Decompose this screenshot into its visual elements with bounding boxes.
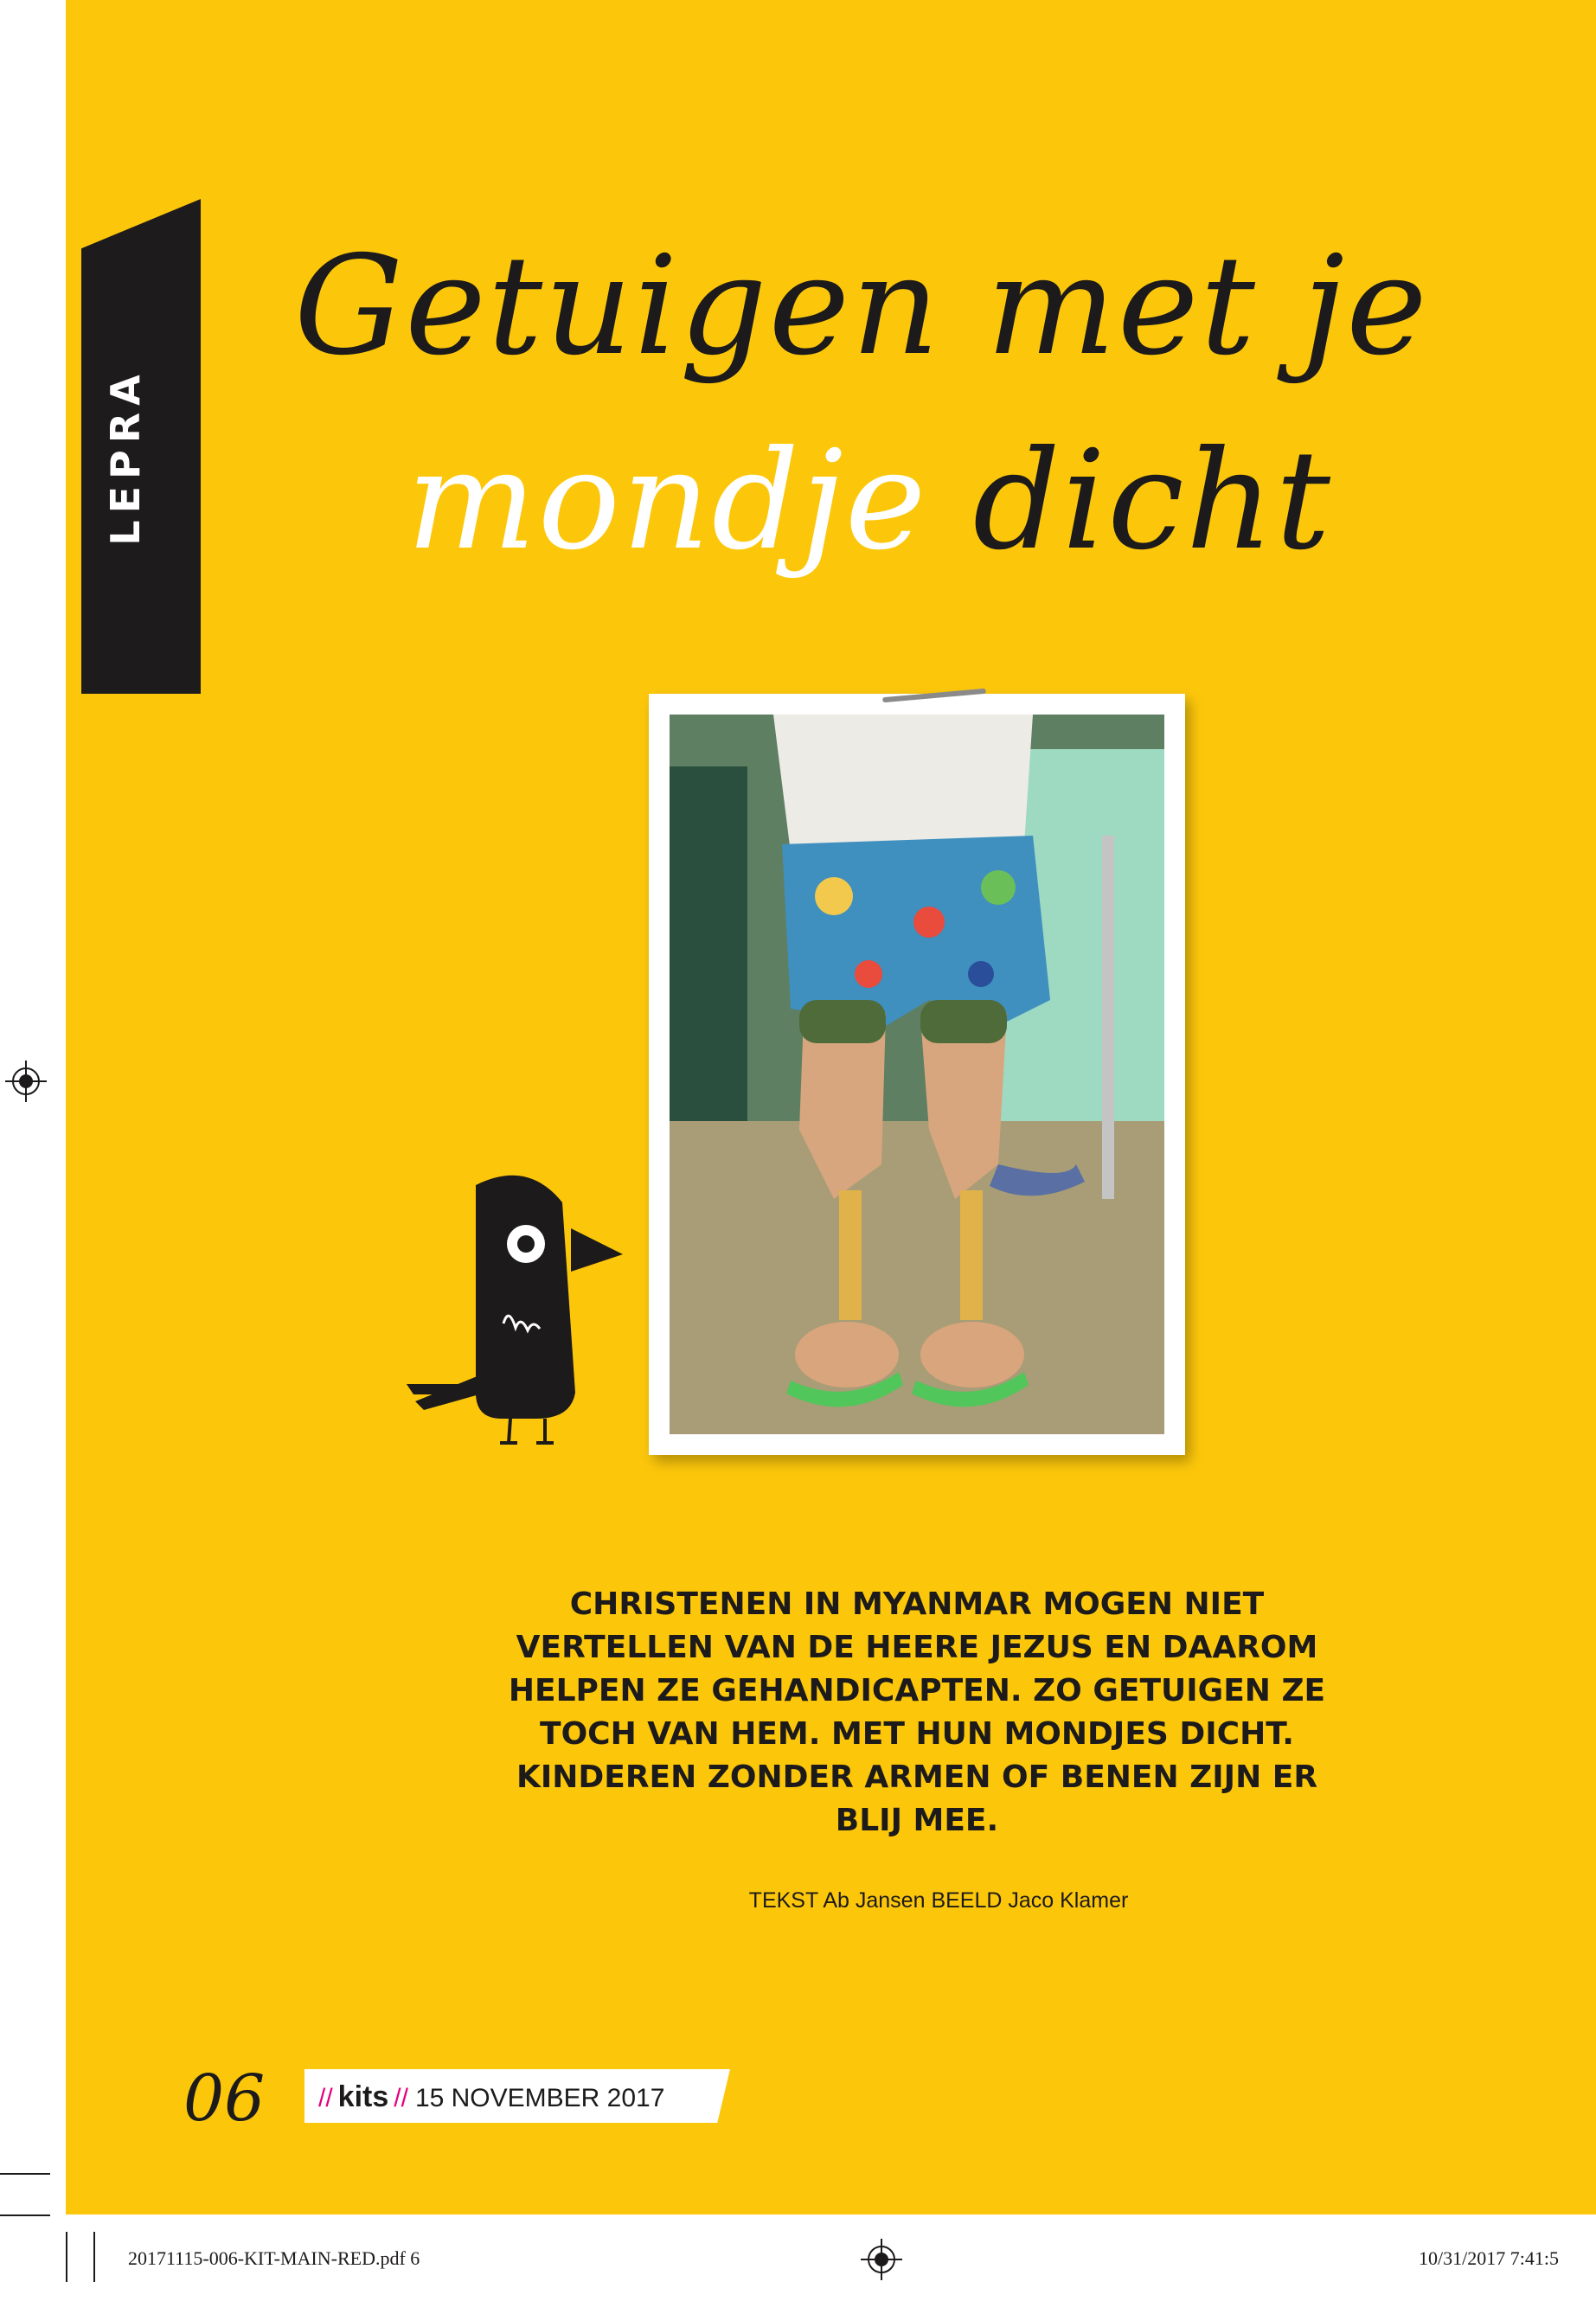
print-slug-filename: 20171115-006-KIT-MAIN-RED.pdf 6: [128, 2247, 420, 2269]
section-tab-label: LEPRA: [102, 368, 149, 546]
headline-line-2: [407, 421, 1332, 580]
footer-separator: //: [318, 2084, 333, 2112]
prosthetic-legs-photo: [670, 715, 1164, 1434]
crop-mark: [93, 2232, 95, 2282]
headline-word-black: dicht: [927, 421, 1332, 580]
crop-mark: [66, 2232, 67, 2282]
intro-paragraph: CHRISTENEN IN MYANMAR MOGEN NIET VERTELLEN VAN DE HEERE JEZUS EN DAAROM HELPEN ZE GEHANDICAPTEN. ZO GETUIGEN ZE TOCH VAN HEM. MET HUN MONDJES DICHT. KINDEREN ZONDER ARMEN OF BENEN ZIJN ER BLIJ MEE.: [508, 1586, 1326, 1838]
print-slug-timestamp: 10/31/2017 7:41:5: [1419, 2247, 1559, 2269]
magazine-name: kits: [337, 2080, 389, 2113]
credits-line: TEKST Ab Jansen BEELD Jaco Klamer: [748, 1888, 1129, 1913]
footer-text: [318, 2080, 664, 2114]
footer-separator: //: [394, 2084, 408, 2112]
photo-frame: [649, 694, 1185, 1455]
registration-mark-icon: [5, 1061, 47, 1102]
page-number: 06: [183, 2061, 266, 2136]
issue-date: 15 NOVEMBER 2017: [414, 2084, 665, 2112]
crop-mark: [0, 2214, 50, 2216]
headline-line-1: Getuigen met je: [294, 227, 1429, 386]
registration-mark-icon: [861, 2239, 902, 2280]
bird-mascot-icon: [407, 1168, 636, 1453]
headline-word-white: mondje: [407, 421, 928, 580]
crop-mark: [0, 2173, 50, 2175]
